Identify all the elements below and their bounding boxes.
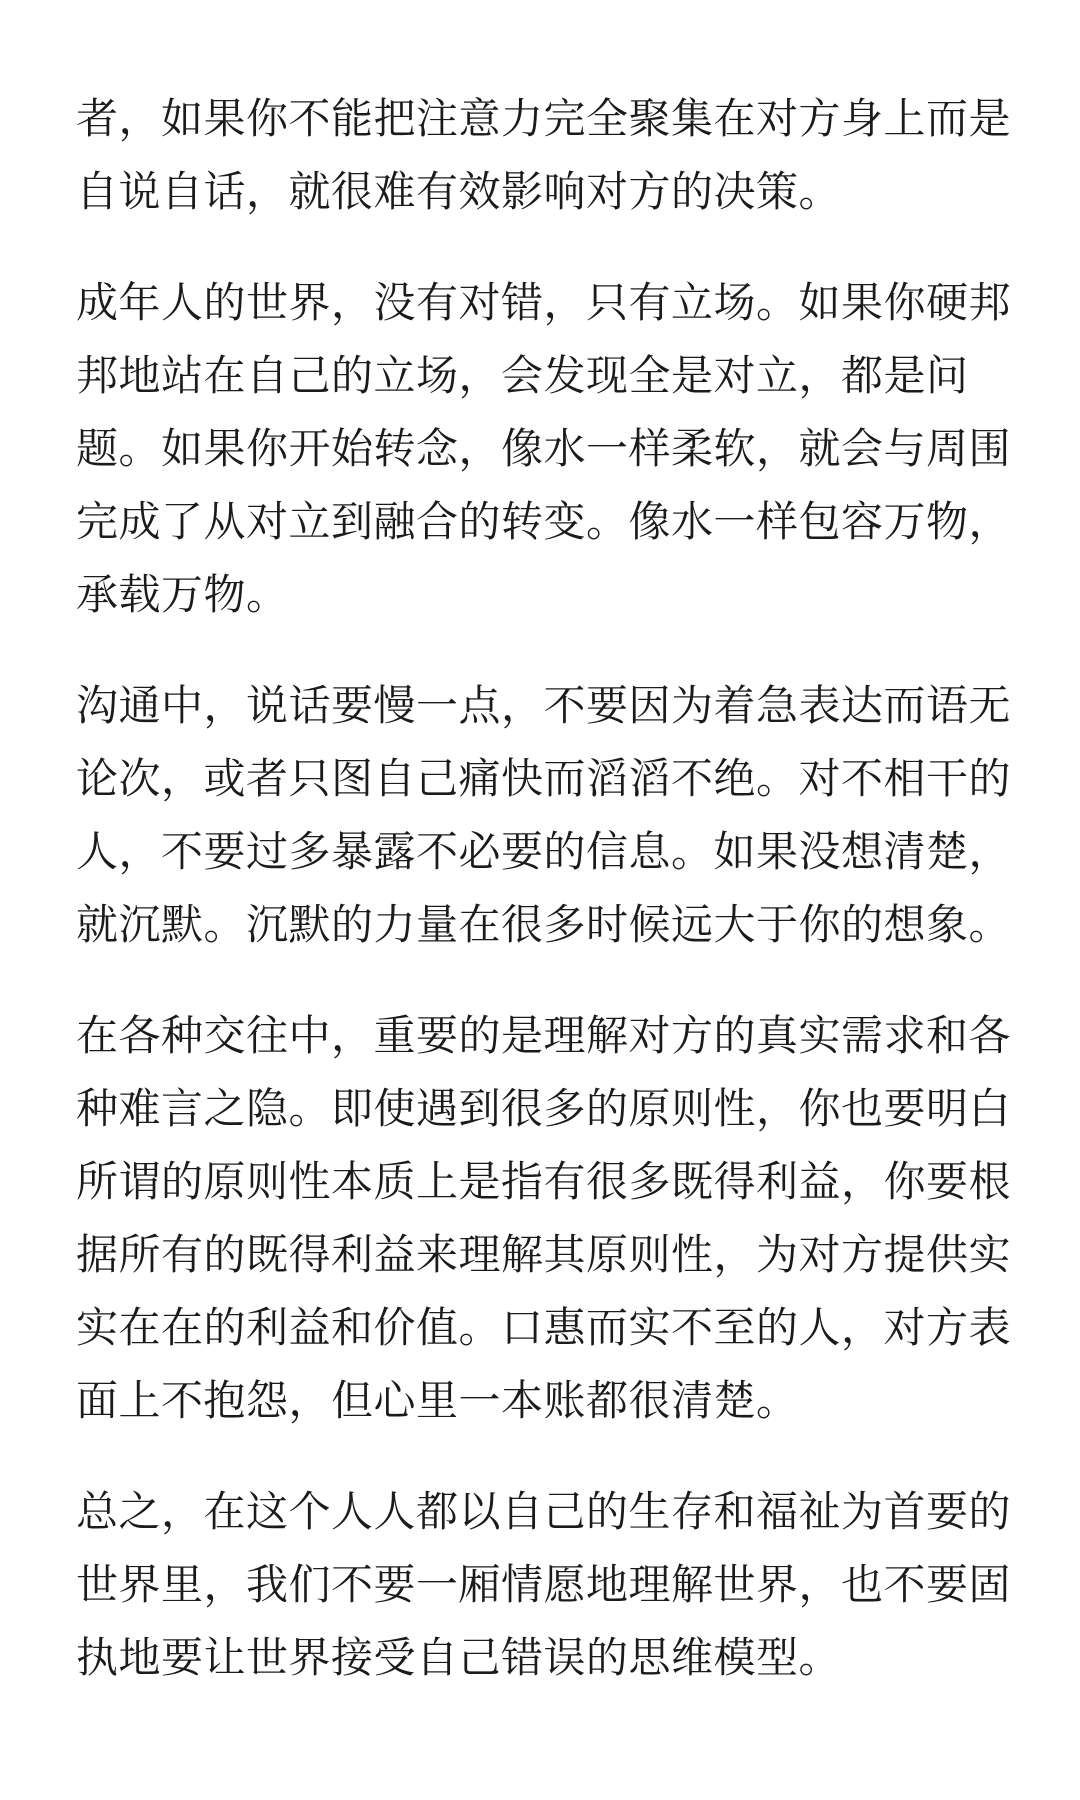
text-line: 所谓的原则性本质上是指有很多既得利益，你要根	[76, 1157, 1012, 1206]
paragraph-1	[76, 82, 1012, 228]
text-line: 题。如果你开始转念，像水一样柔软，就会与周围	[76, 424, 1012, 473]
text-line: 自说自话，就很难有效影响对方的决策。	[76, 167, 842, 216]
text-line: 成年人的世界，没有对错，只有立场。如果你硬邦	[76, 278, 1012, 327]
text-line: 执地要让世界接受自己错误的思维模型。	[76, 1633, 842, 1682]
article-body	[76, 82, 1012, 1732]
text-line: 完成了从对立到融合的转变。像水一样包容万物，	[76, 497, 1012, 546]
text-line: 者，如果你不能把注意力完全聚集在对方身上而是	[76, 94, 1012, 143]
text-line: 邦地站在自己的立场，会发现全是对立，都是问	[76, 351, 969, 400]
paragraph-5	[76, 1475, 1012, 1694]
text-line: 论次，或者只图自己痛快而滔滔不绝。对不相干的	[76, 754, 1012, 803]
text-line: 就沉默。沉默的力量在很多时候远大于你的想象。	[76, 900, 1012, 949]
paragraph-4	[76, 999, 1012, 1437]
text-line: 面上不抱怨，但心里一本账都很清楚。	[76, 1376, 799, 1425]
text-line: 承载万物。	[76, 570, 289, 619]
text-line: 实在在的利益和价值。口惠而实不至的人，对方表	[76, 1303, 1012, 1352]
text-line: 沟通中，说话要慢一点，不要因为着急表达而语无	[76, 681, 1012, 730]
paragraph-2	[76, 266, 1012, 631]
text-line: 据所有的既得利益来理解其原则性，为对方提供实	[76, 1230, 1012, 1279]
paragraph-3	[76, 669, 1012, 961]
text-line: 世界里，我们不要一厢情愿地理解世界，也不要固	[76, 1560, 1012, 1609]
text-line: 总之，在这个人人都以自己的生存和福祉为首要的	[76, 1487, 1012, 1536]
text-line: 种难言之隐。即使遇到很多的原则性，你也要明白	[76, 1084, 1012, 1133]
text-line: 在各种交往中，重要的是理解对方的真实需求和各	[76, 1011, 1012, 1060]
text-line: 人，不要过多暴露不必要的信息。如果没想清楚，	[76, 827, 1012, 876]
